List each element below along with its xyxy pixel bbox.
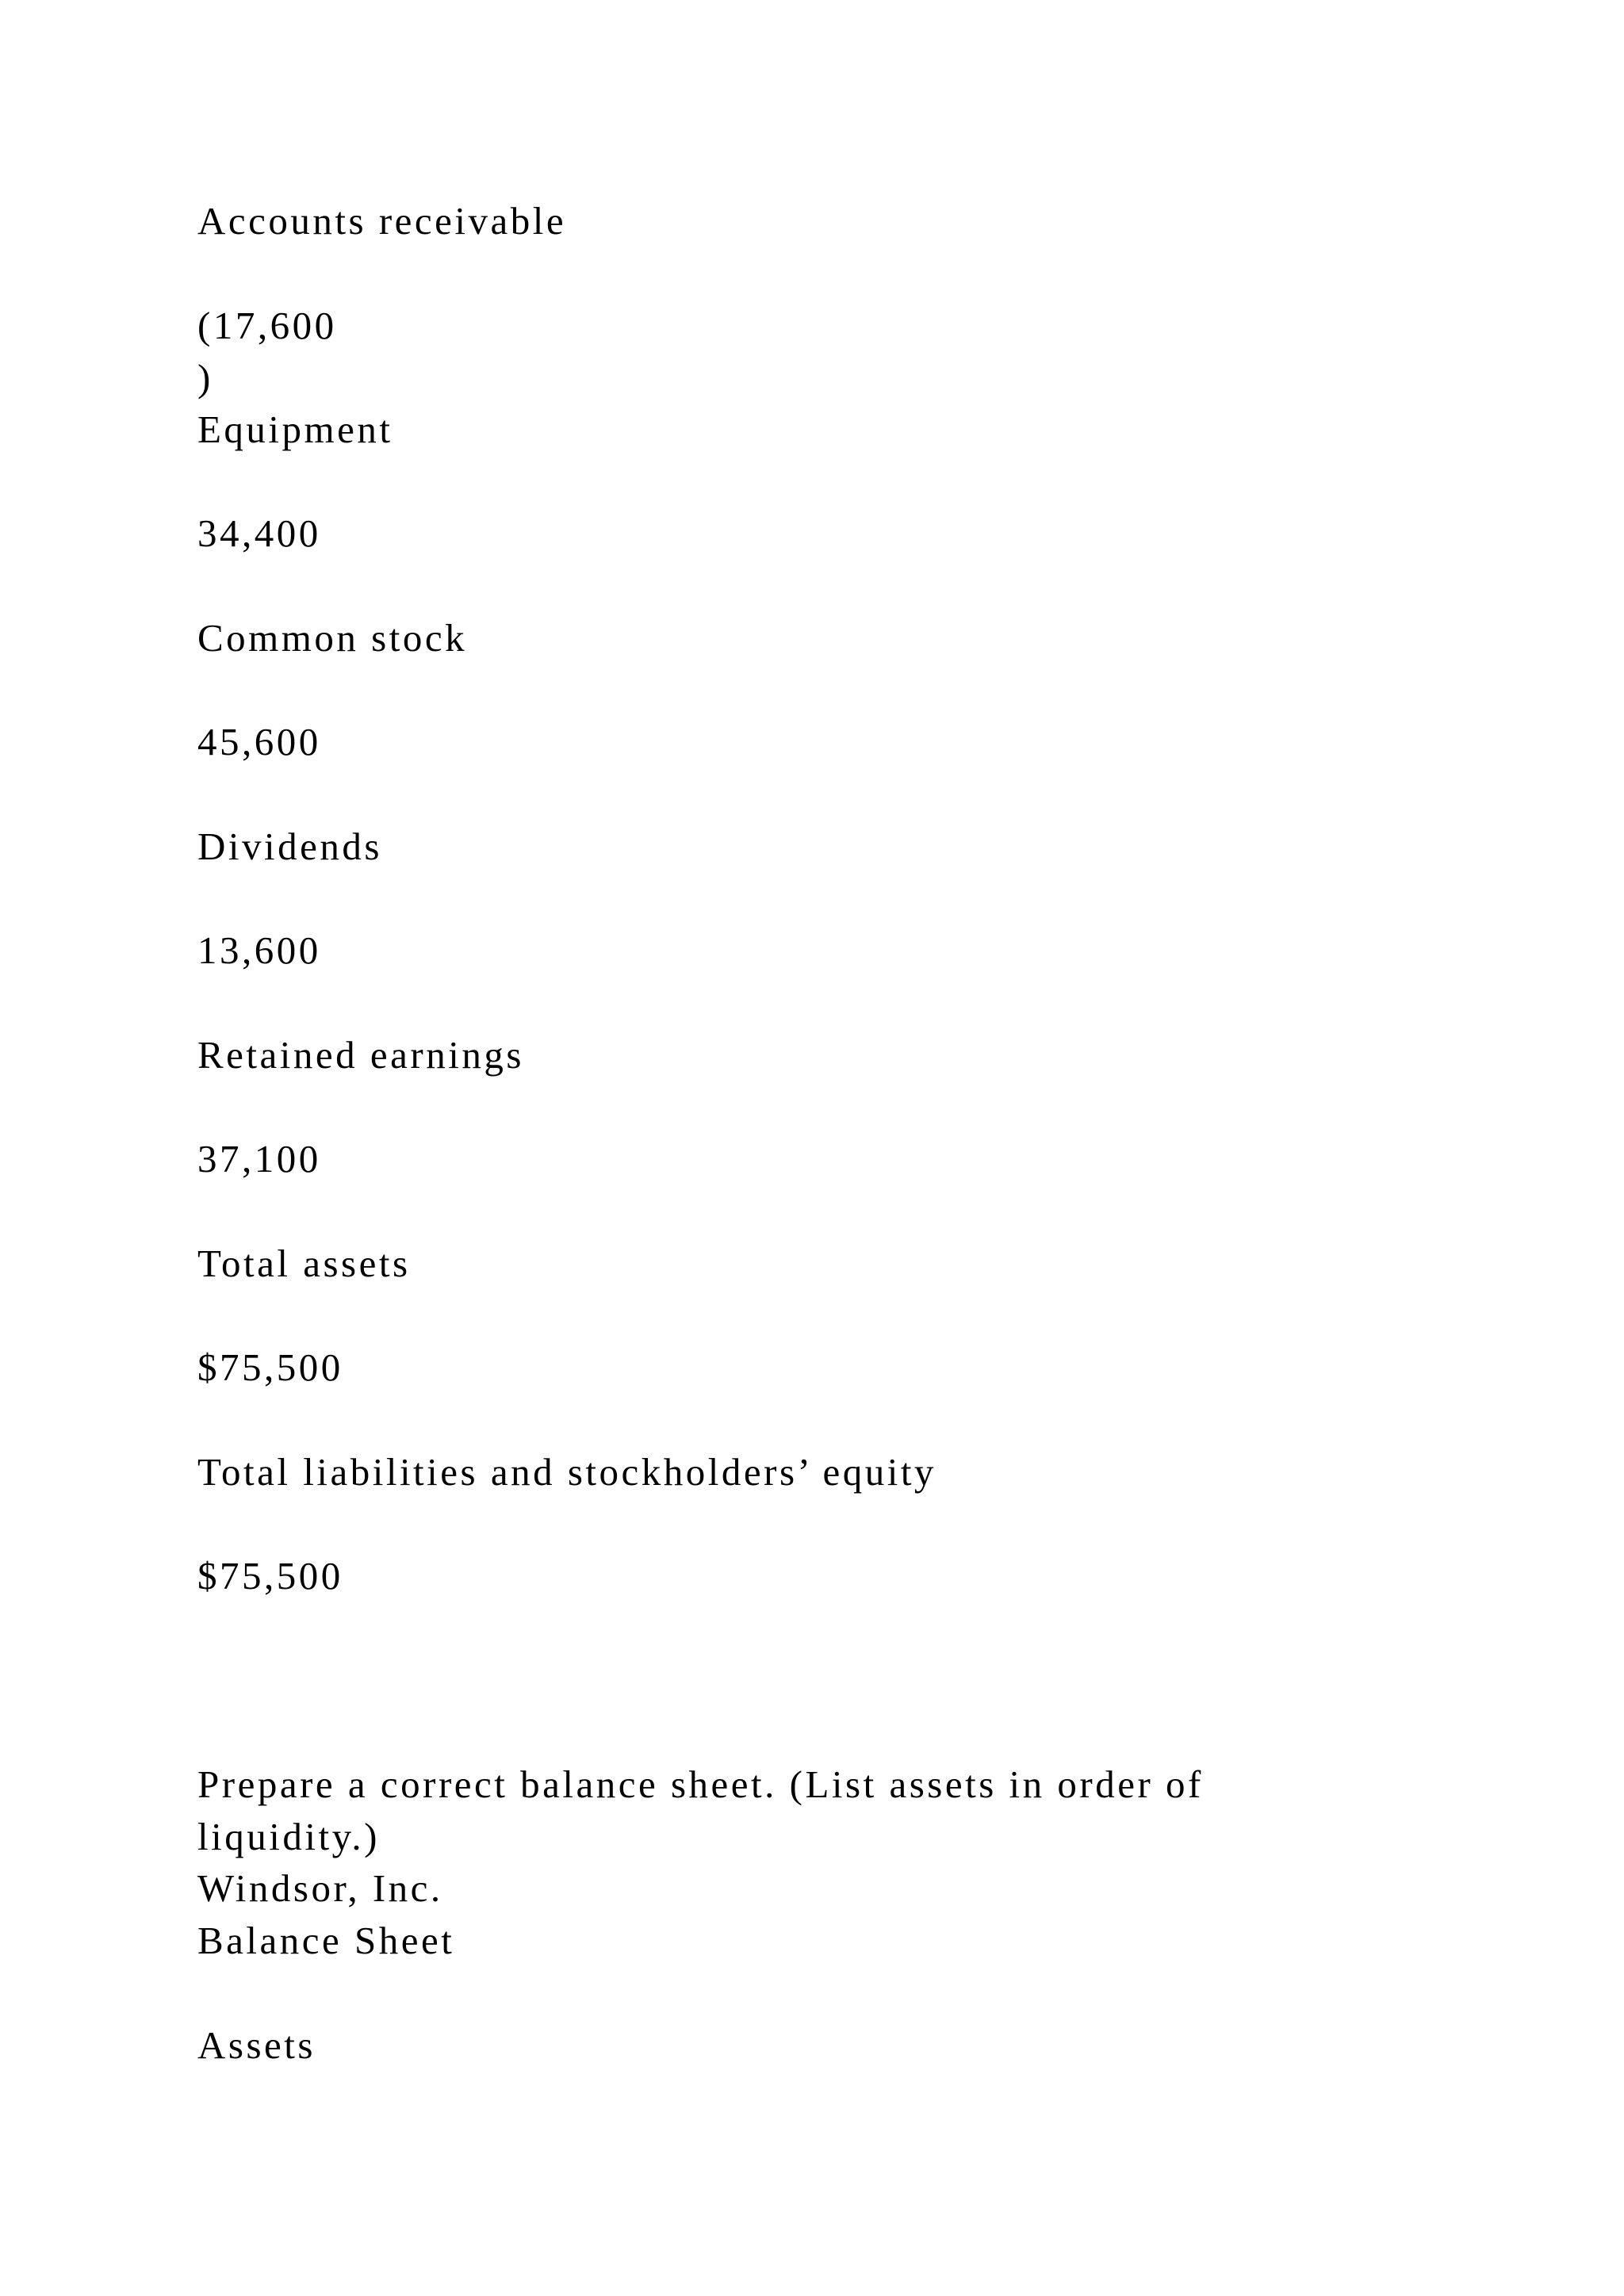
accounts-receivable-label: Accounts receivable bbox=[197, 199, 567, 243]
total-liabilities-equity-value: $75,500 bbox=[197, 1554, 343, 1598]
company-name: Windsor, Inc. bbox=[197, 1866, 443, 1910]
common-stock-value: 45,600 bbox=[197, 720, 321, 763]
total-liabilities-equity-label: Total liabilities and stockholders’ equity bbox=[197, 1450, 936, 1494]
section-heading-assets: Assets bbox=[197, 2023, 316, 2067]
instruction-text: Prepare a correct balance sheet. (List assets in order of bbox=[197, 1762, 1204, 1806]
common-stock-label: Common stock bbox=[197, 616, 468, 660]
dividends-value: 13,600 bbox=[197, 928, 321, 972]
accounts-receivable-value-close: ) bbox=[197, 356, 213, 400]
equipment-label: Equipment bbox=[197, 408, 393, 451]
instruction-text-continued: liquidity.) bbox=[197, 1815, 380, 1858]
retained-earnings-value: 37,100 bbox=[197, 1137, 321, 1181]
total-assets-label: Total assets bbox=[197, 1242, 411, 1285]
dividends-label: Dividends bbox=[197, 825, 382, 868]
accounts-receivable-value: (17,600 bbox=[197, 304, 337, 347]
retained-earnings-label: Retained earnings bbox=[197, 1033, 524, 1077]
statement-title: Balance Sheet bbox=[197, 1919, 455, 1962]
equipment-value: 34,400 bbox=[197, 511, 321, 555]
total-assets-value: $75,500 bbox=[197, 1345, 343, 1389]
